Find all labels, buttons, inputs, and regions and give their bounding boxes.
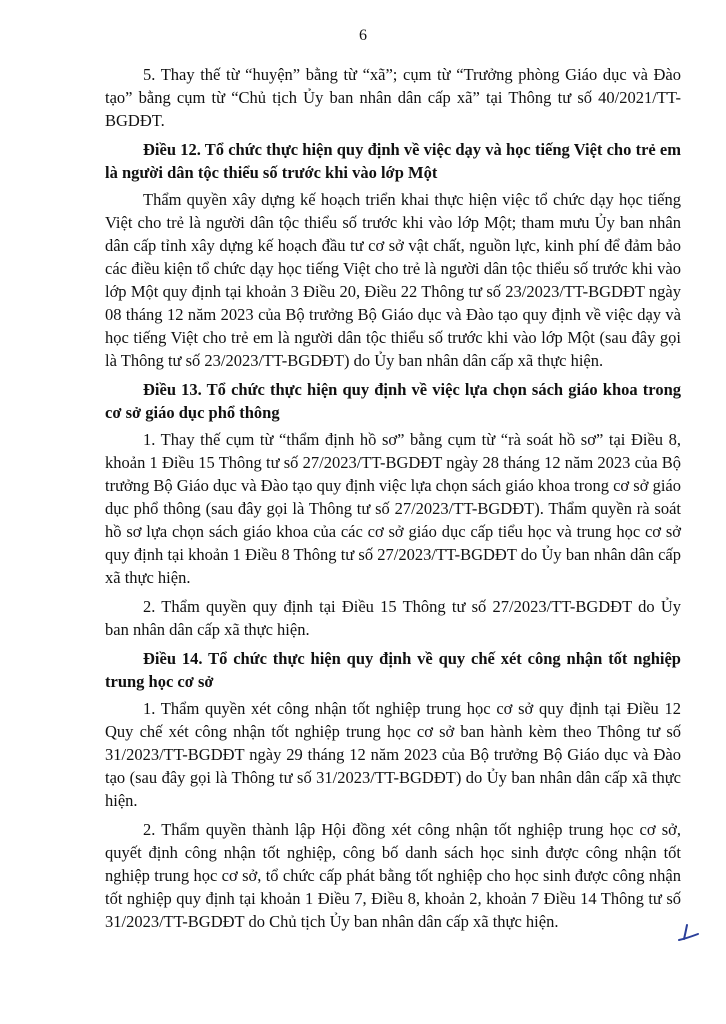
page-number: 6 xyxy=(359,27,367,44)
initial-mark-icon xyxy=(676,922,702,944)
article-12-heading: Điều 12. Tổ chức thực hiện quy định về việc dạy và học tiếng Việt cho trẻ em là người dân tộc thiểu số trước khi vào lớp Một xyxy=(105,140,681,182)
article-14-clause-2: 2. Thẩm quyền thành lập Hội đồng xét công nhận tốt nghiệp trung học cơ sở, quyết định công nhận tốt nghiệp, công bố danh sách học sinh được công nhận tốt nghiệp trung học cơ sở, tổ chức cấp phát bằng tốt nghiệp cho học sinh được công nhận tốt nghiệp quy định tại khoản 1 Điều 7, Điều 8, khoản 2, khoản 7 Điều 14 Thông tư số 31/2023/TT-BGDĐT do Chủ tịch Ủy ban nhân dân cấp xã thực hiện. xyxy=(105,820,681,931)
paragraph-clause-5: 5. Thay thế từ “huyện” bằng từ “xã”; cụm từ “Trưởng phòng Giáo dục và Đào tạo” bằng cụm từ “Chủ tịch Ủy ban nhân dân cấp xã” tại Thông tư số 40/2021/TT-BGDĐT. xyxy=(105,65,681,130)
article-14-heading: Điều 14. Tổ chức thực hiện quy định về quy chế xét công nhận tốt nghiệp trung học cơ sở xyxy=(105,649,681,691)
article-13-clause-2: 2. Thẩm quyền quy định tại Điều 15 Thông tư số 27/2023/TT-BGDĐT do Ủy ban nhân dân cấp xã thực hiện. xyxy=(105,597,681,639)
document-body xyxy=(105,63,681,939)
article-13-clause-1: 1. Thay thế cụm từ “thẩm định hồ sơ” bằng cụm từ “rà soát hồ sơ” tại Điều 8, khoản 1 Điều 15 Thông tư số 27/2023/TT-BGDĐT ngày 28 tháng 12 năm 2023 của Bộ trưởng Bộ Giáo dục và Đào tạo quy định việc lựa chọn sách giáo khoa trong cơ sở giáo dục phổ thông (sau đây gọi là Thông tư số 27/2023/TT-BGDĐT). Thẩm quyền rà soát hồ sơ lựa chọn sách giáo khoa của các cơ sở giáo dục cấp tiểu học và trung học cơ sở quy định tại khoản 1 Điều 8 Thông tư số 27/2023/TT-BGDĐT do Ủy ban nhân dân cấp xã thực hiện. xyxy=(105,430,681,587)
article-14-clause-1: 1. Thẩm quyền xét công nhận tốt nghiệp trung học cơ sở quy định tại Điều 12 Quy chế xét công nhận tốt nghiệp trung học cơ sở ban hành kèm theo Thông tư số 31/2023/TT-BGDĐT ngày 29 tháng 12 năm 2023 của Bộ trưởng Bộ Giáo dục và Đào tạo (sau đây gọi là Thông tư số 31/2023/TT-BGDĐT) do Ủy ban nhân dân cấp xã thực hiện. xyxy=(105,699,681,810)
article-12-paragraph: Thẩm quyền xây dựng kế hoạch triển khai thực hiện việc tổ chức dạy học tiếng Việt cho trẻ là người dân tộc thiểu số trước khi vào lớp Một; tham mưu Ủy ban nhân dân cấp tỉnh xây dựng kế hoạch đầu tư cơ sở vật chất, nguồn lực, kinh phí để đảm bảo các điều kiện tổ chức dạy học tiếng Việt cho trẻ là người dân tộc thiểu số trước khi vào lớp Một quy định tại khoản 3 Điều 20, Điều 22 Thông tư số 23/2023/TT-BGDĐT ngày 08 tháng 12 năm 2023 của Bộ trưởng Bộ Giáo dục và Đào tạo quy định về việc dạy và học tiếng Việt cho trẻ em là người dân tộc thiểu số trước khi vào lớp Một (sau đây gọi là Thông tư số 23/2023/TT-BGDĐT) do Ủy ban nhân dân cấp xã thực hiện. xyxy=(105,190,681,370)
article-13-heading: Điều 13. Tổ chức thực hiện quy định về việc lựa chọn sách giáo khoa trong cơ sở giáo dục phổ thông xyxy=(105,380,681,422)
